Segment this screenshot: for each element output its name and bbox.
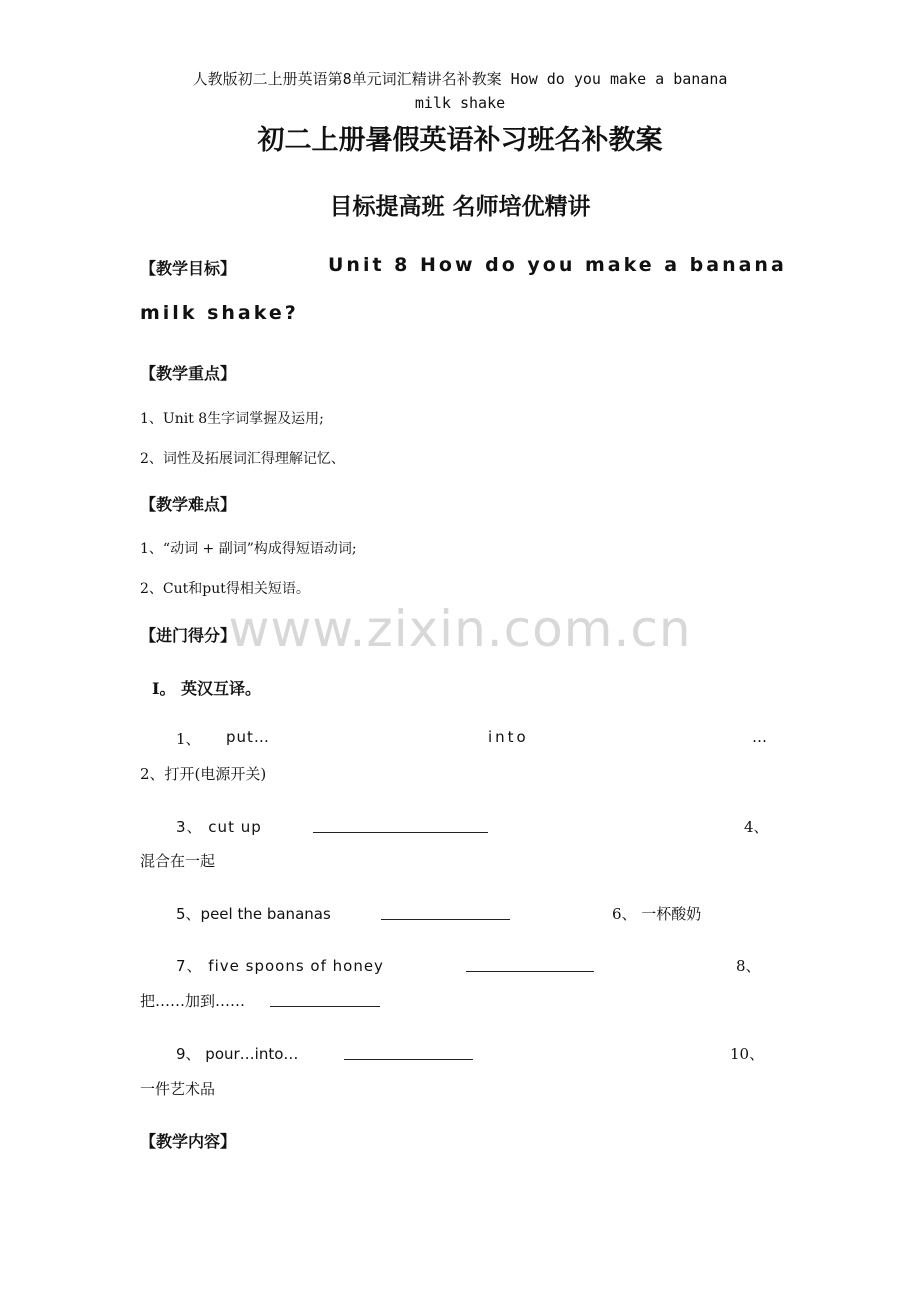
key-points-label: 【教学重点】: [140, 364, 237, 383]
watermark: www.zixin.com.cn: [228, 600, 692, 658]
exercise-9: 9、 pour…into…: [176, 1045, 299, 1063]
key-point-2: 2、词性及拓展词汇得理解记忆、: [140, 451, 345, 467]
exercise-7-blank[interactable]: [466, 957, 594, 972]
running-title-line2: milk shake: [414, 94, 506, 112]
exercise-10-text: 一件艺术品: [140, 1080, 216, 1098]
exercise-4-number: 4、: [744, 818, 769, 836]
exercise-5: 5、peel the bananas: [176, 905, 331, 923]
exercise-8-blank[interactable]: [270, 992, 380, 1007]
exercise-6: 6、 一杯酸奶: [612, 905, 702, 923]
objective-line1: Unit 8 How do you make a banana: [328, 254, 787, 276]
objective-label: 【教学目标】: [140, 259, 237, 278]
exercise-4-text: 混合在一起: [140, 852, 216, 870]
exercise-3: 3、 cut up: [176, 818, 262, 836]
difficulties-label: 【教学难点】: [140, 495, 237, 514]
exercise-5-blank[interactable]: [381, 905, 510, 920]
exercise-1-number: 1、: [176, 730, 201, 748]
part-heading: Ⅰ。 英汉互译。: [152, 679, 262, 698]
exercise-8-text: 把……加到……: [140, 992, 246, 1010]
exercise-1-ellipsis: …: [752, 728, 767, 746]
exercise-1-put: put…: [226, 728, 270, 746]
content-label: 【教学内容】: [140, 1132, 237, 1151]
key-point-1: 1、Unit 8生字词掌握及运用;: [140, 411, 324, 427]
page-title: 初二上册暑假英语补习班名补教案: [257, 125, 663, 156]
page-subtitle: 目标提高班 名师培优精讲: [329, 193, 591, 220]
exercise-7: 7、 five spoons of honey: [176, 957, 384, 975]
entry-label: 【进门得分】: [140, 626, 237, 645]
exercise-10-number: 10、: [730, 1045, 765, 1063]
difficulty-1: 1、“动词 + 副词”构成得短语动词;: [140, 541, 357, 557]
exercise-9-blank[interactable]: [344, 1045, 473, 1060]
running-title-line1: 人教版初二上册英语第8单元词汇精讲名补教案 How do you make a banana: [192, 70, 728, 88]
exercise-2: 2、打开(电源开关): [140, 765, 267, 783]
exercise-8-number: 8、: [736, 957, 761, 975]
exercise-1-into: into: [488, 728, 529, 746]
objective-line2: milk shake?: [140, 302, 299, 324]
difficulty-2: 2、Cut和put得相关短语。: [140, 581, 310, 597]
exercise-3-blank[interactable]: [313, 818, 488, 833]
